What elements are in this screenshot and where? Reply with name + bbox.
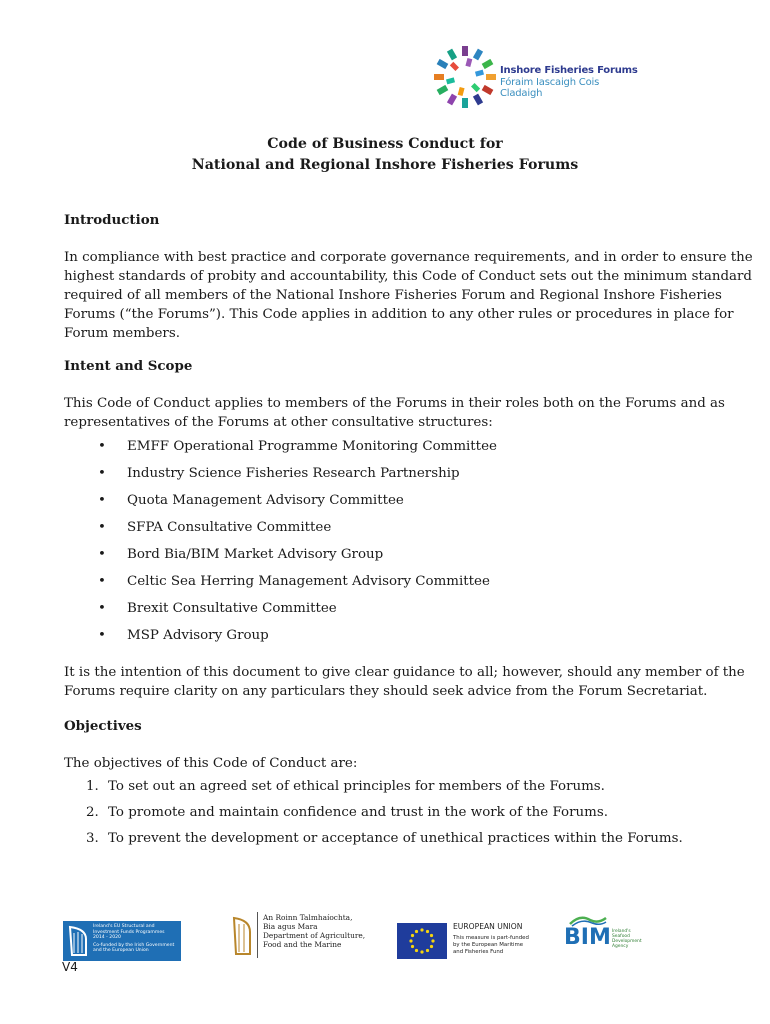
text-line: representatives of the Forums at other consultative structures: [64, 415, 493, 430]
list-item: • MSP Advisory Group [98, 626, 497, 653]
logo-text: and the European Union [93, 948, 149, 954]
logo-text: Investment Funds Programmes [93, 929, 165, 935]
list-item: • EMFF Operational Programme Monitoring Committee [98, 437, 497, 464]
logo-text: Ireland's [612, 929, 631, 934]
document-version: V4 [62, 960, 78, 974]
objectives-list [86, 777, 683, 855]
text-line: Forums (“the Forums”). This Code applies in addition to any other rules or procedures in place for [64, 307, 734, 322]
text-line: This Code of Conduct applies to members of the Forums in their roles both on the Forums and as [64, 396, 725, 411]
intent-scope-heading: Intent and Scope [64, 358, 193, 374]
item-text: To set out an agreed set of ethical principles for members of the Forums. [108, 779, 605, 794]
text-line: highest standards of probity and accountability, this Code of Conduct sets out the minimum standard [64, 269, 752, 284]
bim-logo [564, 912, 644, 956]
logo-title: EUROPEAN UNION [453, 922, 523, 931]
text-line: In compliance with best practice and corporate governance requirements, and in order to ensure the [64, 250, 753, 265]
logo-name-irish: Fóraim Iascaigh Cois Cladaigh [500, 77, 600, 99]
logo-text: Co-funded by the Irish Government [93, 942, 175, 948]
list-item: • Brexit Consultative Committee [98, 599, 497, 626]
text-line: required of all members of the National Inshore Fisheries Forum and Regional Inshore Fisheries [64, 288, 722, 303]
list-item [86, 829, 683, 855]
harp-icon [230, 916, 254, 956]
logo-name-english: Inshore Fisheries Forums [500, 65, 638, 76]
list-item [86, 777, 683, 803]
objectives-heading: Objectives [64, 718, 142, 734]
text-line: Forum members. [64, 326, 180, 341]
list-item: • Celtic Sea Herring Management Advisory Committee [98, 572, 497, 599]
list-item: • Bord Bia/BIM Market Advisory Group [98, 545, 497, 572]
department-agriculture-logo [230, 912, 366, 960]
logo-text: 2014 - 2020 [93, 935, 121, 941]
text-line: It is the intention of this document to give clear guidance to all; however, should any member of the [64, 665, 745, 680]
objectives-intro: The objectives of this Code of Conduct are: [64, 756, 358, 771]
inshore-fisheries-forums-logo [432, 44, 642, 110]
logo-text: An Roinn Talmhaíochta, [263, 913, 353, 922]
eu-structural-funds-logo [63, 921, 181, 961]
logo-text: Agency [612, 944, 629, 949]
list-item: • Industry Science Fisheries Research Partnership [98, 464, 497, 491]
list-item [86, 803, 683, 829]
item-text: To promote and maintain confidence and trust in the work of the Forums. [108, 805, 608, 820]
logo-text: This measure is part-funded [453, 935, 529, 941]
text-line: Forums require clarity on any particulars they should seek advice from the Forum Secretariat. [64, 684, 708, 699]
list-item: • Quota Management Advisory Committee [98, 491, 497, 518]
guidance-paragraph [64, 663, 745, 701]
bim-wordmark: BIM [564, 925, 611, 950]
item-number: 1. [86, 779, 99, 794]
title-line-1: Code of Business Conduct for [267, 136, 503, 152]
logo-text: Development [612, 939, 642, 944]
item-text: To prevent the development or acceptance of unethical practices within the Forums. [108, 831, 683, 846]
logo-text: Seafood [612, 934, 630, 939]
logo-text: Ireland's EU Structural and [93, 924, 155, 929]
eu-flag-icon [397, 923, 447, 959]
introduction-heading: Introduction [64, 212, 160, 228]
document-title [64, 134, 706, 176]
logo-text: by the European Maritime [453, 942, 524, 948]
logo-text: Department of Agriculture, [263, 931, 366, 940]
title-line-2: National and Regional Inshore Fisheries Forums [191, 157, 579, 173]
consultative-structures-list [98, 437, 497, 653]
list-item: • SFPA Consultative Committee [98, 518, 497, 545]
logo-text: and Fisheries Fund [453, 949, 504, 955]
logo-text: Food and the Marine [263, 940, 342, 949]
harp-icon [66, 925, 90, 957]
item-number: 2. [86, 805, 99, 820]
european-union-logo [397, 921, 547, 961]
logo-text: Bia agus Mara [263, 922, 318, 931]
intent-paragraph [64, 394, 725, 432]
item-number: 3. [86, 831, 99, 846]
introduction-paragraph [64, 248, 753, 343]
forums-wheel-icon [432, 44, 498, 110]
